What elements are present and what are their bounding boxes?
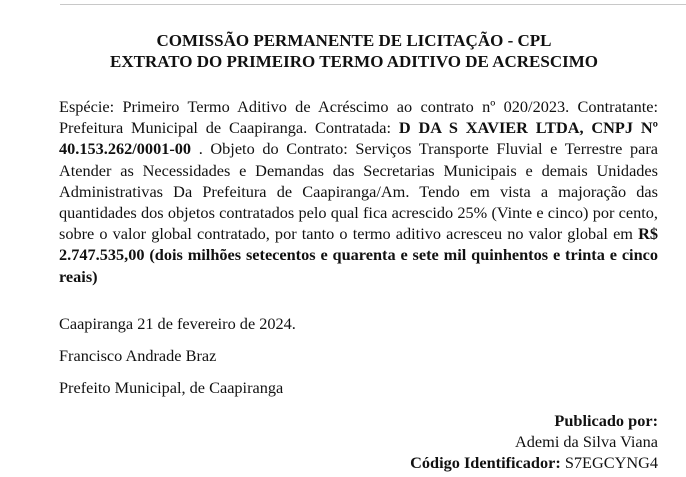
identifier-code-value: S7EGCYNG4: [560, 453, 658, 472]
contract-extract-paragraph: [59, 96, 658, 287]
header-title-commission: COMISSÃO PERMANENTE DE LICITAÇÃO - CPL: [156, 31, 552, 50]
published-by-label: Publicado por:: [554, 411, 658, 430]
objeto-text: . Objeto do Contrato: Serviços Transporte Fluvial e Terrestre para Atender as Necessidades e Demandas das Secretarias Municipais e demais Unidades Administrativas Da Prefeitura de Caapiranga/Am. Tendo em vista a majoração das quantidades dos objetos contratados pelo qual fica acrescido 25% (Vinte e cinco) por cento, sobre o valor global contratado, por tanto o termo aditivo acresceu no valor global em: [59, 139, 658, 244]
signatory-title: Prefeito Municipal, de Caapiranga: [59, 378, 284, 397]
contratada-name: D DA S XAVIER LTDA, CNPJ Nº 40.153.262/0001-00: [59, 118, 658, 159]
especie-text: Espécie: Primeiro Termo Aditivo de Acréscimo ao contrato nº 020/2023. Contratante: Prefeitura Municipal de Caapiranga. Contratada:: [59, 97, 658, 138]
publisher-name: Ademi da Silva Viana: [515, 432, 658, 451]
document-header: [0, 30, 686, 72]
identifier-code-label: Código Identificador:: [410, 453, 561, 472]
place-date: Caapiranga 21 de fevereiro de 2024.: [59, 314, 296, 333]
top-divider: [60, 4, 686, 5]
header-title-extract: EXTRATO DO PRIMEIRO TERMO ADITIVO DE ACRESCIMO: [109, 52, 598, 71]
valor-global: R$ 2.747.535,00 (dois milhões setecentos e quarenta e sete mil quinhentos e trinta e cinco reais): [59, 224, 658, 286]
signatory-name: Francisco Andrade Braz: [59, 346, 217, 365]
identifier-code: [410, 452, 658, 473]
